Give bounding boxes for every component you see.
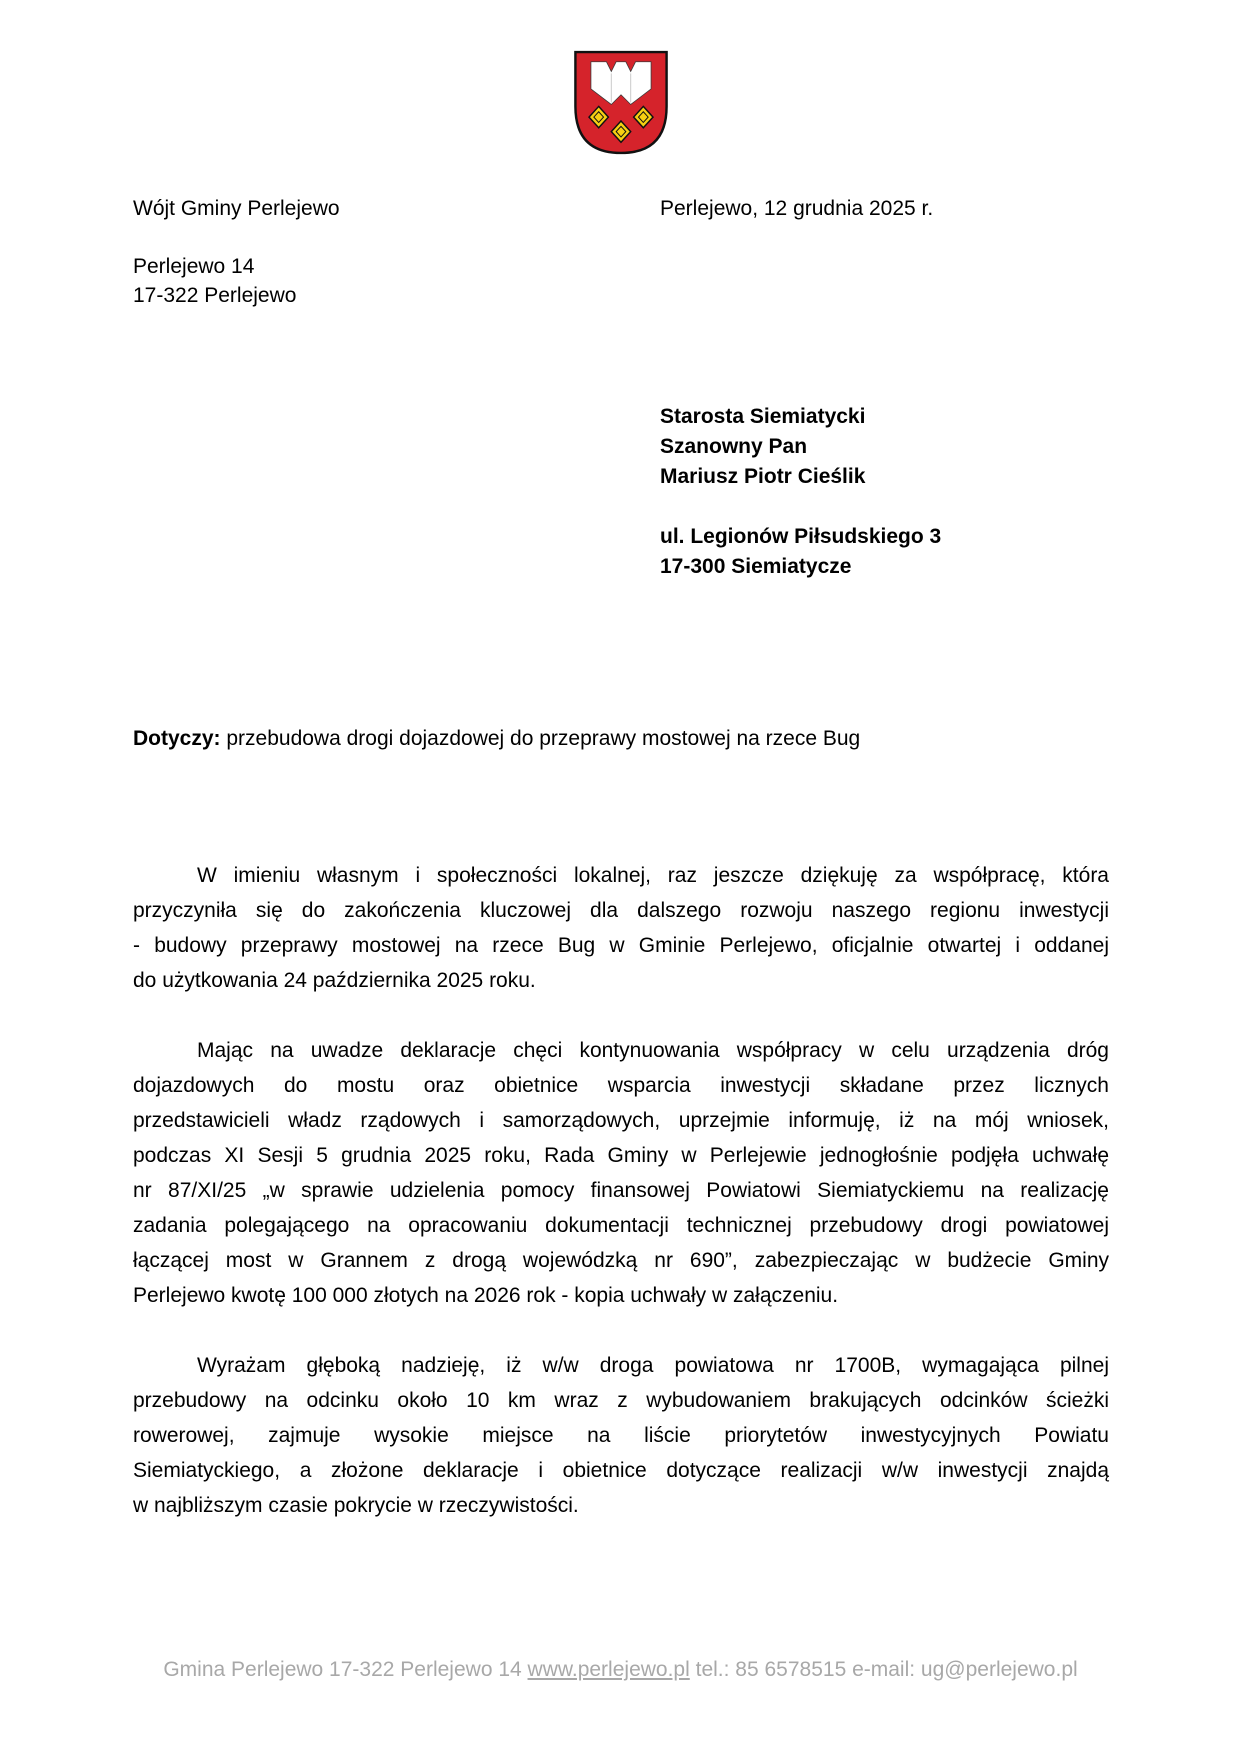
body-line: Siemiatyckiego, a złożone deklaracje i obietnice dotyczące realizacji w/w inwestycji znajdą	[133, 1459, 1109, 1482]
body-line: przyczyniła się do zakończenia kluczowej dla dalszego rozwoju naszego regionu inwestycji	[133, 899, 1109, 922]
body-line: rowerowej, zajmuje wysokie miejsce na liście priorytetów inwestycyjnych Powiatu	[133, 1424, 1109, 1447]
blank-line	[660, 492, 941, 522]
body-line: dojazdowych do mostu oraz obietnice wsparcia inwestycji składane przez licznych	[133, 1074, 1109, 1097]
subject-text: przebudowa drogi dojazdowej do przeprawy mostowej na rzece Bug	[220, 727, 861, 750]
paragraph	[133, 1033, 1109, 1313]
body-line: przedstawicieli władz rządowych i samorządowych, uprzejmie informuję, iż na mój wniosek,	[133, 1109, 1109, 1132]
blank-line	[133, 223, 340, 252]
body-line: w najbliższym czasie pokrycie w rzeczywistości.	[133, 1494, 579, 1517]
paragraph	[133, 858, 1109, 998]
letter-date: Perlejewo, 12 grudnia 2025 r.	[660, 197, 934, 220]
recipient-street: ul. Legionów Piłsudskiego 3	[660, 525, 942, 548]
sender-block	[133, 194, 340, 310]
sender-address-line1: Perlejewo 14	[133, 255, 255, 278]
body-line: podczas XI Sesji 5 grudnia 2025 roku, Rada Gminy w Perlejewie jednogłośnie podjęła uchwałę	[133, 1144, 1109, 1167]
paragraph	[133, 1348, 1109, 1523]
recipient-name: Mariusz Piotr Cieślik	[660, 465, 866, 488]
body-line: Perlejewo kwotę 100 000 złotych na 2026 rok - kopia uchwały w załączeniu.	[133, 1284, 839, 1307]
body-line: - budowy przeprawy mostowej na rzece Bug w Gminie Perlejewo, oficjalnie otwartej i oddanej	[133, 934, 1109, 957]
recipient-block	[660, 402, 941, 582]
letter-body	[133, 858, 1109, 1558]
shield-icon	[572, 50, 669, 157]
sender-name: Wójt Gminy Perlejewo	[133, 197, 340, 220]
recipient-title: Starosta Siemiatycki	[660, 405, 866, 428]
body-line: Wyrażam głęboką nadzieję, iż w/w droga powiatowa nr 1700B, wymagająca pilnej	[197, 1354, 1109, 1377]
body-line: Mając na uwadze deklaracje chęci kontynuowania współpracy w celu urządzenia dróg	[197, 1039, 1109, 1062]
municipal-coat-of-arms	[572, 50, 669, 162]
page-footer	[0, 1656, 1241, 1684]
body-line: do użytkowania 24 października 2025 roku.	[133, 969, 536, 992]
body-line: łączącej most w Grannem z drogą wojewódzką nr 690”, zabezpieczając w budżecie Gminy	[133, 1249, 1109, 1272]
recipient-salutation: Szanowny Pan	[660, 435, 808, 458]
subject-label: Dotyczy:	[133, 727, 221, 750]
sender-address-line2: 17-322 Perlejewo	[133, 284, 297, 307]
body-line: W imieniu własnym i społeczności lokalnej, raz jeszcze dziękuję za współpracę, która	[197, 864, 1109, 887]
footer-address: Gmina Perlejewo 17-322 Perlejewo 14	[163, 1658, 528, 1681]
recipient-city: 17-300 Siemiatycze	[660, 555, 852, 578]
body-line: przebudowy na odcinku około 10 km wraz z wybudowaniem brakujących odcinków ścieżki	[133, 1389, 1109, 1412]
body-line: nr 87/XI/25 „w sprawie udzielenia pomocy finansowej Powiatowi Siemiatyckiemu na realizację	[133, 1179, 1109, 1202]
subject-line	[133, 724, 860, 754]
footer-website-link[interactable]: www.perlejewo.pl	[527, 1658, 690, 1681]
body-line: zadania polegającego na opracowaniu dokumentacji technicznej przebudowy drogi powiatowej	[133, 1214, 1109, 1237]
footer-contact: tel.: 85 6578515 e-mail: ug@perlejewo.pl	[689, 1658, 1078, 1681]
